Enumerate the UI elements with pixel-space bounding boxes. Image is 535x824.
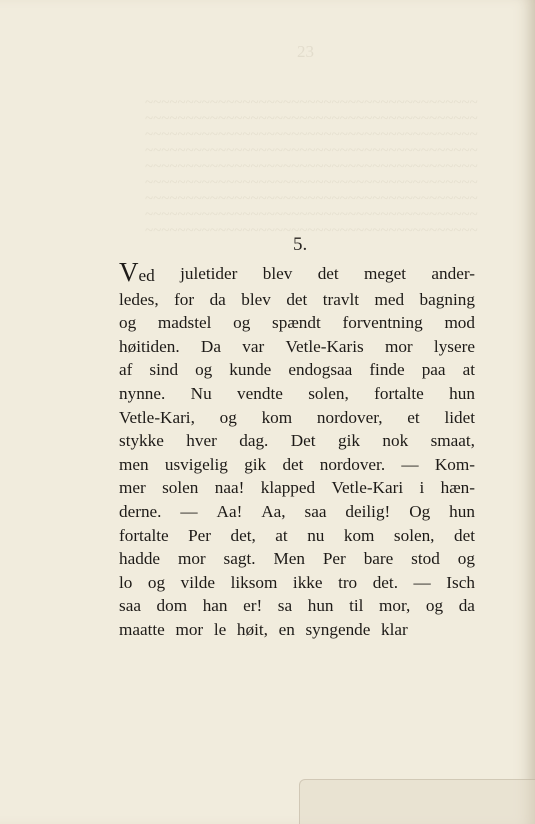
word: saa xyxy=(119,596,141,616)
word: hver xyxy=(186,431,217,451)
word: af xyxy=(119,360,133,380)
word: sagt. xyxy=(223,549,256,569)
text-line xyxy=(119,429,475,453)
word: solen, xyxy=(393,525,435,545)
word: bare xyxy=(363,549,394,569)
word: gik xyxy=(244,454,267,474)
word: nordover. xyxy=(319,454,386,474)
word: for xyxy=(174,289,195,309)
word: Per xyxy=(188,525,212,545)
word: gik xyxy=(338,431,360,451)
word: Nu xyxy=(190,383,212,403)
word: paa xyxy=(421,360,446,380)
word: det xyxy=(317,264,339,283)
word: ed xyxy=(138,266,155,285)
word: usvigelig xyxy=(164,454,228,474)
word: kom xyxy=(343,525,375,545)
word: høitiden. xyxy=(119,336,180,356)
text-line xyxy=(119,571,475,595)
word: lysere xyxy=(433,336,475,356)
word: det, xyxy=(230,525,256,545)
word: hun xyxy=(449,501,475,521)
body-paragraph xyxy=(119,257,475,642)
text-line xyxy=(119,406,475,430)
word: dag. xyxy=(239,431,269,451)
word: endogsaa xyxy=(288,360,353,380)
word: syngende xyxy=(305,619,371,639)
word: og xyxy=(425,596,444,616)
word: lo xyxy=(119,572,133,592)
word: hun xyxy=(307,596,334,616)
word: Vetle-Kari, xyxy=(119,407,195,427)
word: le xyxy=(213,619,227,639)
word: mer xyxy=(119,478,146,498)
word: det xyxy=(286,289,308,309)
word: da xyxy=(209,289,226,309)
word: — xyxy=(413,572,431,592)
word: Vetle-Karis xyxy=(285,336,364,356)
section-number: 5. xyxy=(293,234,308,255)
word: er! xyxy=(243,596,263,616)
page-corner-shadow xyxy=(299,779,535,824)
word: Men xyxy=(273,549,305,569)
word: meget xyxy=(364,264,407,283)
word: ander- xyxy=(431,264,475,283)
word: blev xyxy=(262,264,293,283)
drop-cap: V xyxy=(119,257,139,287)
word: var xyxy=(242,336,265,356)
text-line xyxy=(119,335,475,359)
word: med xyxy=(374,289,405,309)
word: dom xyxy=(156,596,188,616)
word: mor xyxy=(175,619,204,639)
word: høit, xyxy=(236,619,268,639)
word: ledes, xyxy=(119,289,159,309)
word: det xyxy=(453,525,475,545)
word: i xyxy=(419,478,425,498)
word: solen, xyxy=(308,383,349,403)
word: da xyxy=(458,596,475,616)
word: nordover, xyxy=(316,407,383,427)
word: forventning xyxy=(342,313,423,333)
word: Aa, xyxy=(261,501,286,521)
word: — xyxy=(401,454,419,474)
word: vendte xyxy=(237,383,283,403)
text-line xyxy=(119,594,475,618)
word: juletider xyxy=(180,264,238,283)
word: nynne. xyxy=(119,383,166,403)
word: vilde xyxy=(180,572,216,592)
text-line xyxy=(119,476,475,500)
word: det xyxy=(282,454,304,474)
word: til xyxy=(349,596,364,616)
text-line xyxy=(119,524,475,548)
word: spændt xyxy=(272,313,321,333)
word: fortalte xyxy=(119,525,169,545)
word: mor, xyxy=(379,596,411,616)
word: at xyxy=(275,525,288,545)
first-word xyxy=(119,257,155,288)
word: liksom xyxy=(230,572,278,592)
word: Per xyxy=(322,549,346,569)
word: smaat, xyxy=(430,431,475,451)
word: hun xyxy=(449,383,475,403)
word: kom xyxy=(261,407,293,427)
word: bagning xyxy=(419,289,475,309)
word: Kom- xyxy=(434,454,475,474)
word: han xyxy=(202,596,228,616)
word: Da xyxy=(200,336,221,356)
word: maatte xyxy=(119,619,165,639)
text-line xyxy=(119,618,475,642)
show-through-text: ~~~~~~~~~~~~~~~~~~~~~~~~~~~~~~~~~~~~~~~~~ ~~~~~~~~~~~~~~~~~~~~~~~~~~~~~~~~~~~~~~~~~ ~~~~~~~~~~~~~~~~~~~~~~~~~~~~~~~~~~~~~~~~~ ~~~~~~~~~~~~~~~~~~~~~~~~~~~~~~~~~~~~~~~~~ ~~~~~~~~~~~~~~~~~~~~~~~~~~~~~~~~~~~~~~~~~ ~~~~~~~~~~~~~~~~~~~~~~~~~~~~~~~~~~~~~~~~~ ~~~~~~~~~~~~~~~~~~~~~~~~~~~~~~~~~~~~~~~~~ ~~~~~~~~~~~~~~~~~~~~~~~~~~~~~~~~~~~~~~~~~ ~~~~~~~~~~~~~~~~~~~~~~~~~~~~~~~~~~~~~~~~~ xyxy=(145,95,478,239)
word: nok xyxy=(382,431,409,451)
word: sind xyxy=(149,360,179,380)
text-line xyxy=(119,382,475,406)
word: Isch xyxy=(446,572,475,592)
word: saa xyxy=(304,501,327,521)
word: mor xyxy=(384,336,413,356)
word: solen xyxy=(162,478,199,498)
word: klar xyxy=(381,619,408,639)
word: en xyxy=(278,619,295,639)
word: Og xyxy=(409,501,431,521)
word: deilig! xyxy=(345,501,391,521)
text-line xyxy=(119,453,475,477)
word: stykke xyxy=(119,431,164,451)
word: Det xyxy=(290,431,316,451)
word: hæn- xyxy=(440,478,475,498)
word: Aa! xyxy=(216,501,243,521)
text-line xyxy=(119,288,475,312)
word: et xyxy=(407,407,420,427)
text-line xyxy=(119,358,475,382)
word: kunde xyxy=(229,360,272,380)
word: travlt xyxy=(322,289,360,309)
word: og xyxy=(457,549,475,569)
word: blev xyxy=(241,289,271,309)
word: mor xyxy=(177,549,206,569)
text-line xyxy=(119,257,475,288)
word: mod xyxy=(444,313,475,333)
text-line xyxy=(119,500,475,524)
word: lidet xyxy=(444,407,475,427)
word: ikke xyxy=(292,572,323,592)
text-line xyxy=(119,311,475,335)
word: sa xyxy=(277,596,293,616)
word: madstel xyxy=(157,313,212,333)
word: og xyxy=(233,313,251,333)
word: naa! xyxy=(214,478,245,498)
word: finde xyxy=(369,360,405,380)
word: og xyxy=(219,407,237,427)
word: Vetle-Kari xyxy=(331,478,404,498)
word: hadde xyxy=(119,549,161,569)
word: at xyxy=(462,360,475,380)
word: stod xyxy=(411,549,440,569)
word: det. xyxy=(372,572,398,592)
word: nu xyxy=(307,525,325,545)
word: fortalte xyxy=(374,383,424,403)
word: — xyxy=(180,501,198,521)
text-lines xyxy=(119,288,475,642)
word: klapped xyxy=(260,478,316,498)
word: men xyxy=(119,454,149,474)
show-through-page-number: 23 xyxy=(297,42,314,61)
word: og xyxy=(195,360,213,380)
word: derne. xyxy=(119,501,162,521)
word: tro xyxy=(338,572,358,592)
word: og xyxy=(119,313,137,333)
word: og xyxy=(147,572,166,592)
text-line xyxy=(119,547,475,571)
